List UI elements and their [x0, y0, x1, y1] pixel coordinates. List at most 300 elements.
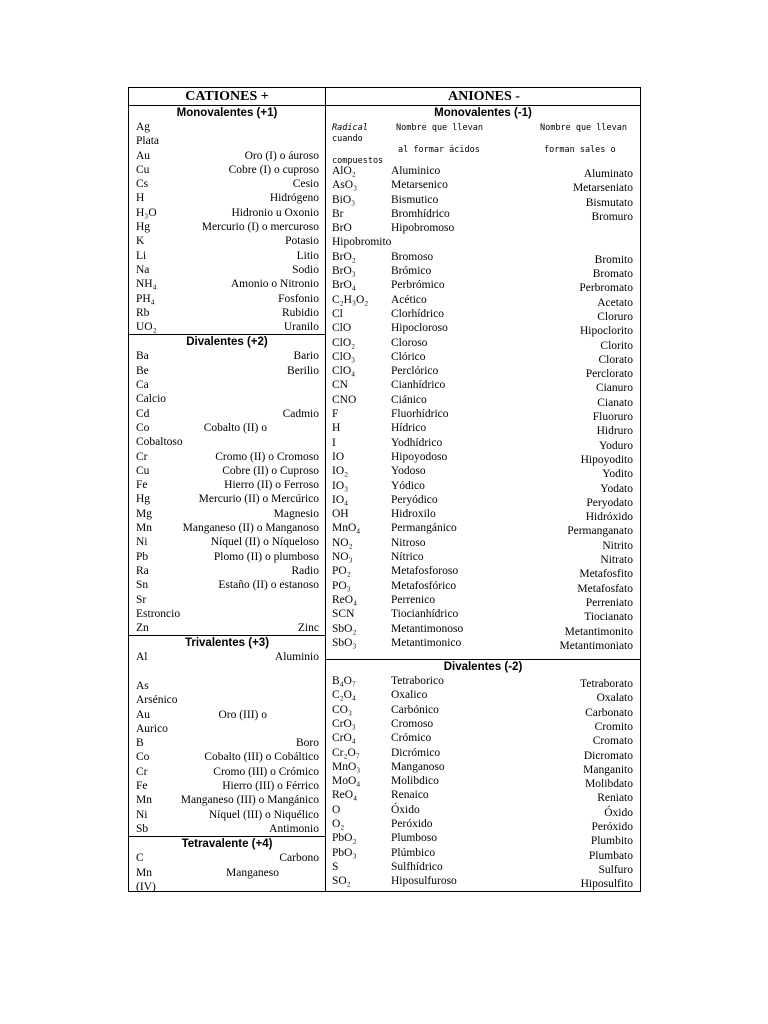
cation-name: Cobalto (II) o	[203, 421, 267, 434]
salt-name: Yoduro	[599, 439, 633, 452]
acid-name: Cloroso	[391, 336, 428, 349]
salt-name: Hipoyodito	[580, 453, 633, 466]
anion-row	[326, 521, 640, 538]
acid-form-label: al formar ácidos	[398, 145, 480, 155]
acid-name: Fluorhídrico	[391, 408, 449, 421]
salt-name: Cromato	[592, 735, 633, 748]
anion-row	[326, 164, 640, 178]
cation-row	[129, 320, 325, 334]
anion-symbol: O	[332, 803, 341, 816]
cation-symbol: Hg	[136, 493, 151, 506]
acid-name: Ciánico	[391, 393, 427, 406]
cation-symbol: Al	[136, 651, 148, 664]
acid-name: Hiposulfuroso	[391, 875, 457, 888]
anion-row	[326, 622, 640, 636]
salt-name: Bromito	[594, 253, 633, 266]
cation-row	[129, 421, 325, 435]
cation-name: Cromo (III) o Crómico	[213, 765, 319, 778]
cation-symbol: Sn	[136, 579, 149, 592]
anion-symbol: NO₂	[332, 536, 353, 549]
salt-name: Hidruro	[596, 425, 633, 438]
salt-name: Plumbito	[590, 835, 633, 848]
acid-name: Carbónico	[391, 703, 439, 716]
acid-name: Permangánico	[391, 522, 457, 535]
salt-name: Hiposulfito	[580, 878, 633, 891]
anion-symbol: B₄O₇	[332, 675, 356, 688]
anion-row	[326, 831, 640, 848]
anion-symbol: MnO₄	[332, 522, 361, 535]
cation-name: Hierro (III) o Férrico	[222, 780, 319, 793]
anion-symbol: BrO₄	[332, 279, 356, 292]
cation-row	[129, 492, 325, 506]
cation-symbol: Aurico	[136, 722, 168, 735]
cation-symbol: Cr	[136, 765, 148, 778]
acid-name: Metafosfórico	[391, 579, 457, 592]
acid-name: Dicrómico	[391, 746, 441, 759]
salt-name: Carbonato	[585, 706, 633, 719]
cation-name: Hidronio u Oxonio	[231, 206, 319, 219]
anion-row	[326, 307, 640, 321]
cation-symbol: Sb	[136, 822, 149, 835]
acid-name: Plúmbico	[391, 846, 436, 859]
anion-row	[326, 464, 640, 481]
anion-row	[326, 235, 640, 249]
acid-name: Yodhídrico	[391, 436, 443, 449]
cation-symbol: B	[136, 737, 144, 750]
radical-header	[326, 120, 640, 164]
anion-row	[326, 579, 640, 593]
cation-symbol: Mn	[136, 794, 152, 807]
cation-symbol: Hg	[136, 221, 151, 234]
cation-symbol: Mg	[136, 507, 152, 520]
cation-row	[129, 564, 325, 578]
cation-row	[129, 507, 325, 521]
anion-row	[326, 436, 640, 450]
salt-name: Cianuro	[595, 382, 633, 395]
anion-row	[326, 193, 640, 207]
acid-name: Plumboso	[391, 832, 438, 845]
anion-row	[326, 264, 640, 281]
cation-symbol: UO₂	[136, 321, 157, 334]
anion-symbol: SbO₂	[332, 622, 357, 635]
cation-row	[129, 392, 325, 406]
cation-name: Antimonio	[269, 822, 319, 835]
anion-symbol: BrO₂	[332, 250, 356, 263]
acid-name: Nitroso	[391, 536, 426, 549]
anion-symbol: MnO₃	[332, 760, 361, 773]
anion-section-title: Divalentes (-2)	[326, 659, 640, 674]
salt-name: Fluoruro	[592, 411, 633, 424]
anion-row	[326, 846, 640, 860]
cation-row	[129, 822, 325, 836]
cation-row	[129, 277, 325, 291]
anion-row	[326, 507, 640, 524]
cation-symbol: Fe	[136, 780, 148, 793]
anion-symbol: C₂H₃O₂	[332, 293, 369, 306]
cation-row	[129, 450, 325, 464]
cation-symbol: Co	[136, 421, 150, 434]
anion-symbol: ClO	[332, 322, 352, 335]
cation-name: Cesio	[292, 178, 319, 191]
cation-name: Cobalto (III) o Cobáltico	[204, 751, 319, 764]
cation-symbol: NH₄	[136, 278, 157, 291]
cation-name: Oro (III) o	[218, 708, 267, 721]
cation-name: Cobre (II) o Cuproso	[222, 464, 319, 477]
acid-name: Manganoso	[391, 760, 445, 773]
anion-row	[326, 293, 640, 307]
cation-name: Níquel (III) o Niquélico	[208, 808, 319, 821]
acid-name: Hipoyodoso	[391, 450, 448, 463]
cation-row	[129, 134, 325, 148]
acid-name: Hipobromoso	[391, 222, 455, 235]
acid-name: Tiocianhídrico	[391, 608, 459, 621]
acid-name: Brómico	[391, 265, 432, 278]
cationes-header: CATIONES +	[185, 89, 269, 104]
cation-name: Litio	[296, 249, 319, 262]
cation-name: Níquel (II) o Níqueloso	[210, 536, 319, 549]
cation-name: Hidrógeno	[269, 192, 319, 205]
cation-symbol: Cobaltoso	[136, 436, 183, 449]
salt-name: Cianato	[597, 396, 633, 409]
salt-name: Dicromato	[583, 749, 633, 762]
anion-symbol: CO₃	[332, 703, 352, 716]
salt-name: Hipoclorito	[579, 325, 633, 338]
cationes-column	[129, 106, 325, 891]
anion-symbol: C₂O₄	[332, 689, 356, 702]
anion-row	[326, 407, 640, 424]
salt-name: Peróxido	[591, 821, 633, 834]
cuando-label: cuando	[332, 134, 363, 144]
acid-name: Metantimonoso	[391, 622, 464, 635]
anion-symbol: OH	[332, 508, 349, 521]
radical-label: Radical	[332, 123, 368, 133]
anion-row	[326, 817, 640, 834]
anion-symbol: PO₂	[332, 565, 351, 578]
salt-name: Cromito	[594, 720, 633, 733]
acid-name: Tetraborico	[391, 675, 444, 688]
anion-symbol: CNO	[332, 393, 357, 406]
cation-symbol: PH₄	[136, 292, 155, 305]
cation-symbol: Cs	[136, 178, 149, 191]
cation-row	[129, 593, 325, 607]
anion-row	[326, 350, 640, 364]
cation-section-title: Divalentes (+2)	[129, 334, 325, 349]
cation-row	[129, 263, 325, 277]
cation-name: Cobre (I) o cuproso	[228, 163, 319, 176]
salt-name: Bismutato	[585, 196, 633, 209]
cation-row	[129, 177, 325, 191]
cation-symbol: Ra	[136, 564, 149, 577]
cation-row	[129, 521, 325, 535]
anion-symbol: CrO₃	[332, 717, 356, 730]
cation-row	[129, 750, 325, 764]
anion-row	[326, 421, 640, 438]
cation-name: Aluminio	[274, 651, 319, 664]
acid-name: Peryódico	[391, 493, 438, 506]
cation-symbol: Cu	[136, 464, 150, 477]
acid-name: Bromoso	[391, 250, 434, 263]
anion-row	[326, 788, 640, 805]
salt-name: Aluminato	[583, 168, 633, 180]
acid-name: Nítrico	[391, 551, 424, 564]
cation-symbol: Ba	[136, 350, 149, 363]
acid-name: Molibdico	[391, 775, 439, 788]
anion-symbol: ClO₃	[332, 350, 356, 363]
anion-row	[326, 774, 640, 791]
cation-symbol: Au	[136, 708, 151, 721]
cation-row	[129, 650, 325, 664]
anion-symbol: BrO	[332, 222, 352, 235]
anion-symbol: ClO₄	[332, 365, 356, 378]
anion-symbol: Cl	[332, 307, 343, 320]
salt-name: Sulfuro	[598, 863, 633, 876]
cation-name: Plomo (II) o plumboso	[213, 550, 319, 563]
acid-name: Hidroxilo	[391, 508, 436, 521]
cation-symbol: H₃O	[136, 206, 157, 219]
cation-name: Cadmio	[282, 407, 319, 420]
salt-name: Perbromato	[579, 282, 633, 295]
cation-name: Manganeso (III) o Mangánico	[180, 794, 319, 807]
cation-section-title: Tetravalente (+4)	[129, 836, 325, 851]
cation-name: Cromo (II) o Cromoso	[215, 450, 319, 463]
cation-row	[129, 349, 325, 363]
cation-row	[129, 779, 325, 793]
cation-row	[129, 679, 325, 693]
cation-symbol: Be	[136, 364, 149, 377]
anion-row	[326, 636, 640, 650]
anion-row	[326, 674, 640, 691]
salt-name: Peryodato	[586, 496, 633, 509]
anion-symbol: IO	[332, 450, 345, 463]
anion-row	[326, 178, 640, 195]
anion-row	[326, 450, 640, 464]
anion-symbol: Hipobromito	[332, 236, 392, 249]
cation-name: Potasio	[285, 235, 319, 248]
anion-symbol: IO₄	[332, 493, 349, 506]
acid-name: Perclórico	[391, 365, 439, 378]
cation-row	[129, 378, 325, 392]
anion-symbol: SbO₃	[332, 636, 357, 649]
salt-name: Yodito	[602, 468, 633, 481]
cation-name: Magnesio	[273, 507, 319, 520]
anion-row	[326, 746, 640, 760]
cation-row	[129, 851, 325, 865]
anion-symbol: Br	[332, 207, 344, 220]
salt-name: Tetraborato	[580, 678, 633, 691]
cation-row	[129, 206, 325, 220]
anion-symbol: PbO₂	[332, 832, 357, 845]
cation-row	[129, 234, 325, 248]
anion-symbol: I	[332, 436, 336, 449]
acid-name: Perbrómico	[391, 279, 445, 292]
anion-symbol: NO₃	[332, 551, 353, 564]
acid-name: Óxido	[391, 803, 420, 816]
anion-symbol: BrO₃	[332, 265, 356, 278]
anion-symbol: SO₂	[332, 875, 351, 888]
cation-symbol: Li	[136, 249, 147, 262]
cation-name: Radio	[291, 564, 319, 577]
acid-name: Cromoso	[391, 717, 434, 730]
cation-row	[129, 120, 325, 134]
anion-section-title: Monovalentes (-1)	[434, 107, 532, 119]
salt-name: Manganito	[583, 763, 633, 776]
compuestos-label: compuestos	[332, 156, 384, 166]
acid-name: Acético	[391, 293, 427, 306]
anion-symbol: S	[332, 860, 339, 873]
anion-row	[326, 321, 640, 338]
salt-name: Metantimoniato	[559, 639, 633, 652]
anion-row	[326, 336, 640, 350]
anion-row	[326, 874, 640, 891]
cation-name: Zinc	[297, 622, 319, 635]
anion-row	[326, 593, 640, 607]
anion-symbol: ReO₄	[332, 593, 358, 606]
cation-name: Estaño (II) o estanoso	[218, 579, 319, 592]
salt-name: Bromuro	[591, 210, 633, 223]
cation-symbol: Calcio	[136, 393, 167, 406]
aniones-column	[326, 106, 640, 891]
anion-symbol: ClO₂	[332, 336, 356, 349]
cation-symbol: Ni	[136, 808, 148, 821]
cation-row	[129, 478, 325, 492]
cation-symbol: Plata	[136, 135, 159, 148]
salt-name: Tiocianato	[584, 611, 633, 624]
acid-name: Cianhídrico	[391, 379, 446, 392]
acid-name: Sulfhídrico	[391, 860, 443, 873]
salt-name: Metafosfato	[577, 582, 633, 595]
cation-name: Rubidio	[281, 306, 319, 319]
cation-name: Uranilo	[283, 321, 319, 334]
cation-name: Oro (I) o áuroso	[244, 149, 319, 162]
cation-name: Mercurio (II) o Mercúrico	[198, 493, 319, 506]
salt-form-label: forman sales o	[544, 145, 616, 155]
cation-row	[129, 464, 325, 478]
anion-row	[326, 688, 640, 705]
cation-symbol: Ca	[136, 379, 149, 392]
cation-row	[129, 665, 325, 679]
anion-row	[326, 479, 640, 493]
acid-name: Hipocloroso	[391, 322, 448, 335]
salt-name: Acetato	[597, 296, 633, 309]
anion-symbol: Cr₂O₇	[332, 746, 360, 759]
cation-symbol: Cu	[136, 163, 150, 176]
cation-symbol: Zn	[136, 622, 149, 635]
salt-name: Clorato	[598, 353, 633, 366]
anion-row	[326, 860, 640, 874]
cation-symbol: As	[136, 679, 149, 692]
salt-name: Permanganato	[567, 525, 633, 538]
cation-row	[129, 306, 325, 320]
salt-name-label: Nombre que llevan	[540, 123, 627, 133]
anion-row	[326, 607, 640, 624]
cation-name: Bario	[293, 350, 319, 363]
acid-name: Yódico	[391, 479, 425, 492]
cation-row	[129, 722, 325, 736]
cation-row	[129, 550, 325, 564]
acid-name: Yodoso	[391, 465, 426, 478]
cation-row	[129, 149, 325, 163]
cation-row	[129, 693, 325, 707]
cation-section-title: Trivalentes (+3)	[129, 635, 325, 650]
acid-name: Renaico	[391, 789, 429, 802]
acid-name: Bismutico	[391, 193, 439, 206]
cation-row	[129, 880, 325, 894]
cation-symbol: C	[136, 852, 144, 865]
cation-symbol: K	[136, 235, 145, 248]
cation-symbol: Mn	[136, 522, 152, 535]
salt-name: Óxido	[604, 806, 633, 819]
acid-name: Perrenico	[391, 593, 436, 606]
salt-name: Metarseniato	[572, 182, 633, 195]
cation-row	[129, 163, 325, 177]
cation-name: Boro	[296, 737, 319, 750]
cation-name: Amonio o Nitronio	[230, 278, 319, 291]
anion-row	[326, 717, 640, 731]
anion-symbol: O₂	[332, 818, 345, 831]
cation-symbol: Co	[136, 751, 150, 764]
anion-row	[326, 493, 640, 507]
salt-name: Cloruro	[597, 310, 633, 323]
cation-row	[129, 220, 325, 234]
cation-symbol: Cr	[136, 450, 148, 463]
anion-symbol: PbO₃	[332, 846, 357, 859]
cation-symbol: Ni	[136, 536, 148, 549]
salt-name: Bromato	[592, 268, 633, 281]
anion-row	[326, 564, 640, 581]
cation-row	[129, 249, 325, 263]
anion-symbol: F	[332, 408, 339, 421]
cation-row	[129, 435, 325, 449]
anion-row	[326, 393, 640, 407]
cation-name: Fosfonio	[278, 292, 319, 305]
anion-row	[326, 278, 640, 295]
salt-name: Metantimonito	[564, 625, 633, 638]
cation-name: Berilio	[287, 364, 319, 377]
cation-row	[129, 607, 325, 621]
acid-name-label: Nombre que llevan	[396, 123, 483, 133]
acid-name: Peróxido	[391, 818, 433, 831]
anion-symbol: PO₃	[332, 579, 351, 592]
salt-name: Yodato	[600, 482, 633, 495]
cation-row	[129, 866, 325, 880]
cation-row	[129, 808, 325, 822]
anion-symbol: IO₂	[332, 465, 349, 478]
acid-name: Metarsenico	[391, 179, 448, 192]
cation-row	[129, 621, 325, 635]
cation-row	[129, 793, 325, 807]
anion-row	[326, 731, 640, 748]
cation-name: Carbono	[279, 852, 319, 865]
cation-row	[129, 364, 325, 378]
salt-name: Reniato	[597, 792, 633, 805]
cation-symbol: (IV)	[136, 880, 156, 893]
cation-name: Sodio	[292, 263, 319, 276]
cation-symbol: Au	[136, 149, 151, 162]
salt-name: Plumbato	[588, 849, 633, 862]
salt-name: Nitrato	[600, 554, 633, 567]
cation-row	[129, 578, 325, 592]
acid-name: Bromhídrico	[391, 207, 450, 220]
cation-symbol: Rb	[136, 306, 150, 319]
anion-row	[326, 207, 640, 221]
cation-name: Hierro (II) o Ferroso	[224, 479, 319, 492]
anion-symbol: CN	[332, 379, 348, 392]
anion-row	[326, 378, 640, 395]
acid-name: Metafosforoso	[391, 565, 459, 578]
cation-row	[129, 407, 325, 421]
salt-name: Perreniato	[585, 596, 633, 609]
cation-row	[129, 708, 325, 722]
